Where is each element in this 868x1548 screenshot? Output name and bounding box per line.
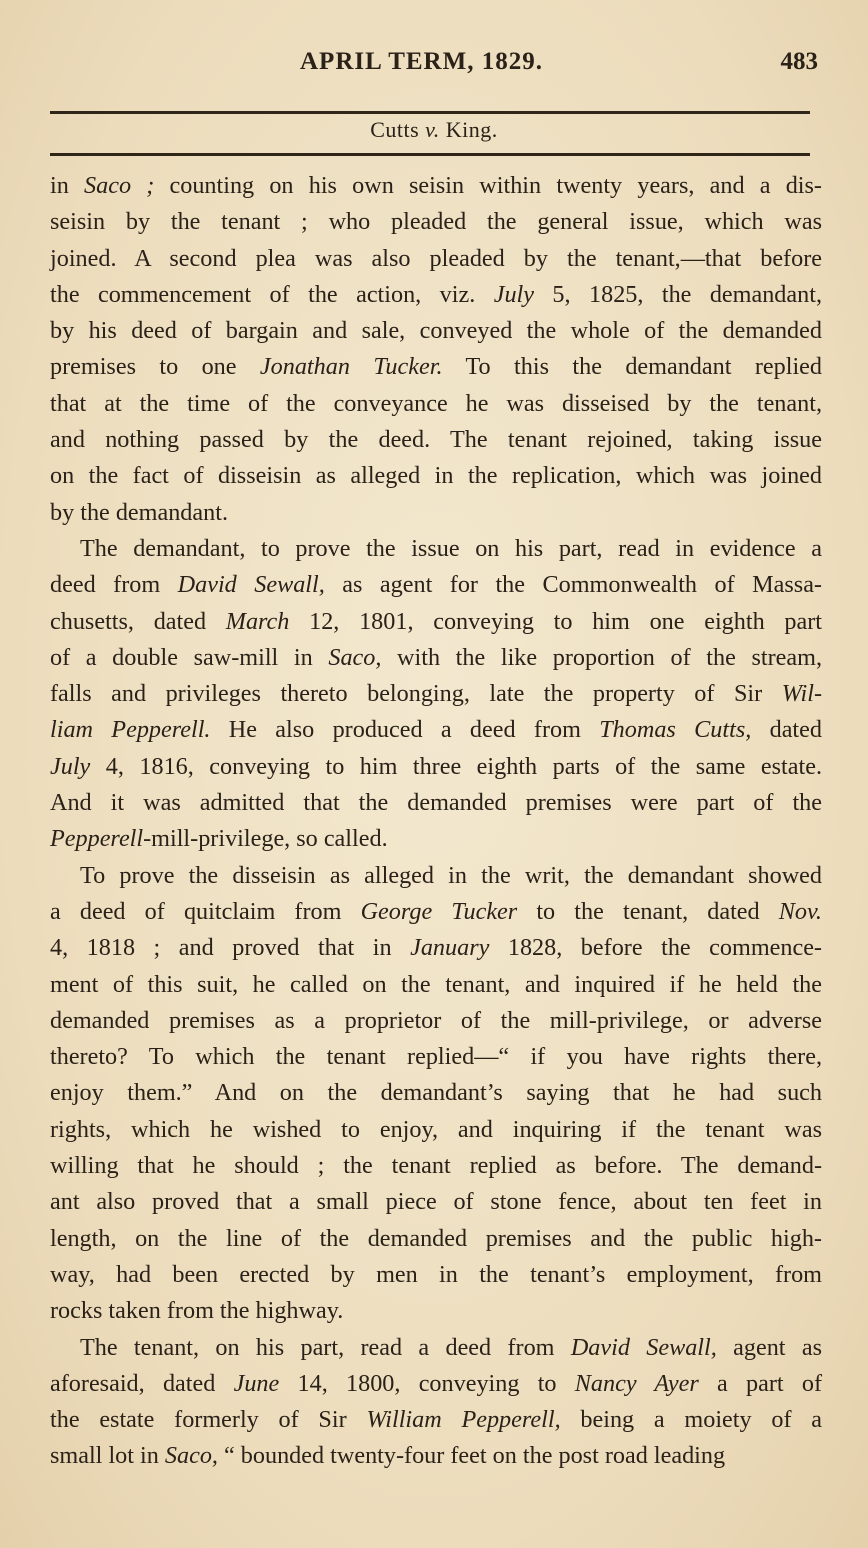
text-segment: rights, which he wished to enjoy, and inquiring if the tenant was bbox=[50, 1115, 822, 1143]
text-segment: deed from bbox=[50, 571, 178, 599]
text-segment: And it was admitted that the demanded premises were part of the bbox=[50, 789, 822, 817]
text-segment: counting on his own seisin within twenty years, and a dis- bbox=[154, 172, 822, 199]
text-segment: way, had been erected by men in the tenant’s employment, from bbox=[50, 1260, 822, 1288]
text-line bbox=[50, 821, 822, 857]
text-line bbox=[50, 168, 822, 204]
page-header bbox=[50, 44, 818, 84]
text-segment: 14, 1800, conveying to bbox=[279, 1369, 575, 1397]
text-segment: and nothing passed by the deed. The tenant rejoined, taking issue bbox=[50, 426, 822, 454]
text-line bbox=[50, 1039, 822, 1075]
text-segment: 4, 1818 ; and proved that in bbox=[50, 934, 411, 962]
text-segment: demanded premises as a proprietor of the mill-privilege, or adverse bbox=[50, 1006, 822, 1034]
text-segment: a part of bbox=[698, 1369, 822, 1397]
header-rule-bottom bbox=[50, 153, 810, 156]
page-number: 483 bbox=[780, 48, 818, 75]
text-segment: enjoy them.” And on the demandant’s saying that he had such bbox=[50, 1079, 822, 1107]
text-line bbox=[50, 894, 822, 930]
text-segment: the commencement of the action, viz. bbox=[50, 280, 494, 308]
text-line bbox=[50, 785, 822, 821]
text-segment: being a moiety of a bbox=[560, 1406, 822, 1434]
text-line bbox=[50, 422, 822, 458]
italic-text: Nov. bbox=[778, 897, 822, 925]
text-segment: The tenant, on his part, read a deed from bbox=[80, 1333, 571, 1361]
text-segment: by the demandant. bbox=[50, 498, 228, 526]
text-line bbox=[50, 1184, 822, 1220]
text-segment: chusetts, dated bbox=[50, 607, 226, 635]
italic-text: David Sewall, bbox=[570, 1333, 717, 1361]
text-line bbox=[50, 1257, 822, 1293]
text-segment: by his deed of bargain and sale, conveyed the whole of the demanded bbox=[50, 317, 822, 345]
text-segment: of a double saw-mill in bbox=[50, 643, 329, 671]
italic-text: Saco, bbox=[164, 1442, 218, 1470]
text-line bbox=[50, 531, 822, 567]
text-segment: agent as bbox=[716, 1333, 822, 1361]
text-segment: premises to one bbox=[50, 353, 260, 381]
text-segment: with the like proportion of the stream, bbox=[381, 643, 822, 671]
text-segment: “ bounded twenty-four feet on the post road leading bbox=[217, 1442, 726, 1470]
text-line bbox=[50, 1366, 822, 1402]
italic-text: liam Pepperell. bbox=[50, 716, 211, 744]
text-segment: a deed of quitclaim from bbox=[50, 897, 361, 925]
text-segment: length, on the line of the demanded premises and the public high- bbox=[50, 1224, 822, 1252]
text-line bbox=[50, 1330, 822, 1366]
italic-text: Pepperell bbox=[50, 825, 144, 853]
text-segment: falls and privileges thereto belonging, late the property of Sir bbox=[50, 680, 782, 708]
text-line bbox=[50, 204, 822, 240]
italic-text: Wil- bbox=[781, 680, 822, 708]
text-line bbox=[50, 313, 822, 349]
running-head: APRIL TERM, 1829. bbox=[300, 48, 543, 75]
text-line bbox=[50, 241, 822, 277]
italic-text: March bbox=[225, 607, 290, 635]
text-segment: to the tenant, dated bbox=[517, 897, 779, 925]
text-segment: as agent for the Commonwealth of Massa- bbox=[324, 571, 822, 599]
text-segment: ment of this suit, he called on the tenant, and inquired if he held the bbox=[50, 970, 822, 998]
case-title-plaintiff: Cutts bbox=[370, 117, 420, 142]
italic-text: January bbox=[410, 934, 490, 962]
text-line bbox=[50, 567, 822, 603]
text-line bbox=[50, 1075, 822, 1111]
text-segment: 4, 1816, conveying to him three eighth parts of the same estate. bbox=[90, 752, 822, 780]
text-segment: To prove the disseisin as alleged in the writ, the demandant showed bbox=[80, 861, 822, 889]
text-segment: The demandant, to prove the issue on his part, read in evidence a bbox=[80, 534, 822, 562]
text-segment: the estate formerly of Sir bbox=[50, 1406, 367, 1434]
text-line bbox=[50, 1402, 822, 1438]
text-segment: To this the demandant replied bbox=[442, 353, 822, 381]
text-line bbox=[50, 1221, 822, 1257]
text-line bbox=[50, 349, 822, 385]
text-line bbox=[50, 712, 822, 748]
text-segment: -mill-privilege, so called. bbox=[143, 825, 388, 853]
text-segment: 12, 1801, conveying to him one eighth part bbox=[289, 607, 822, 635]
italic-text: Thomas Cutts, bbox=[599, 716, 752, 744]
italic-text: July bbox=[493, 280, 534, 308]
text-segment: rocks taken from the highway. bbox=[50, 1297, 344, 1325]
italic-text: Saco ; bbox=[84, 172, 155, 199]
text-line bbox=[50, 1148, 822, 1184]
text-line bbox=[50, 1003, 822, 1039]
text-line bbox=[50, 676, 822, 712]
italic-text: Nancy Ayer bbox=[574, 1369, 699, 1397]
italic-text: Jonathan Tucker. bbox=[259, 353, 443, 381]
text-line bbox=[50, 604, 822, 640]
text-segment: seisin by the tenant ; who pleaded the general issue, which was bbox=[50, 208, 822, 236]
italic-text: July bbox=[50, 752, 91, 780]
italic-text: Saco, bbox=[328, 643, 382, 671]
text-segment: ant also proved that a small piece of stone fence, about ten feet in bbox=[50, 1188, 822, 1216]
text-segment: aforesaid, dated bbox=[50, 1369, 234, 1397]
text-line bbox=[50, 458, 822, 494]
text-segment: willing that he should ; the tenant replied as before. The demand- bbox=[50, 1152, 822, 1180]
text-segment: that at the time of the conveyance he was disseised by the tenant, bbox=[50, 389, 822, 417]
text-line bbox=[50, 277, 822, 313]
text-segment: joined. A second plea was also pleaded by the tenant,—that before bbox=[50, 244, 822, 272]
body-text bbox=[50, 168, 822, 1475]
text-line bbox=[50, 1293, 822, 1329]
text-segment: 5, 1825, the demandant, bbox=[534, 280, 822, 308]
italic-text: June bbox=[233, 1369, 280, 1397]
text-segment: dated bbox=[751, 716, 822, 744]
text-line bbox=[50, 749, 822, 785]
text-line bbox=[50, 495, 822, 531]
case-title-defendant: King. bbox=[445, 117, 498, 142]
text-segment: in bbox=[50, 172, 85, 199]
italic-text: David Sewall, bbox=[177, 571, 325, 599]
text-segment: small lot in bbox=[50, 1442, 165, 1470]
italic-text: William Pepperell, bbox=[366, 1406, 561, 1434]
text-line bbox=[50, 1112, 822, 1148]
case-title-versus: v. bbox=[425, 117, 440, 142]
text-line bbox=[50, 386, 822, 422]
text-segment: on the fact of disseisin as alleged in the replication, which was joined bbox=[50, 462, 822, 490]
text-line bbox=[50, 930, 822, 966]
text-segment: 1828, before the commence- bbox=[489, 934, 822, 962]
text-line bbox=[50, 858, 822, 894]
text-line bbox=[50, 1438, 822, 1474]
case-title bbox=[0, 117, 868, 143]
text-segment: He also produced a deed from bbox=[210, 716, 600, 744]
text-segment: thereto? To which the tenant replied—“ if you have rights there, bbox=[50, 1043, 822, 1071]
text-line bbox=[50, 967, 822, 1003]
text-line bbox=[50, 640, 822, 676]
italic-text: George Tucker bbox=[360, 897, 518, 925]
header-rule-top bbox=[50, 111, 810, 114]
